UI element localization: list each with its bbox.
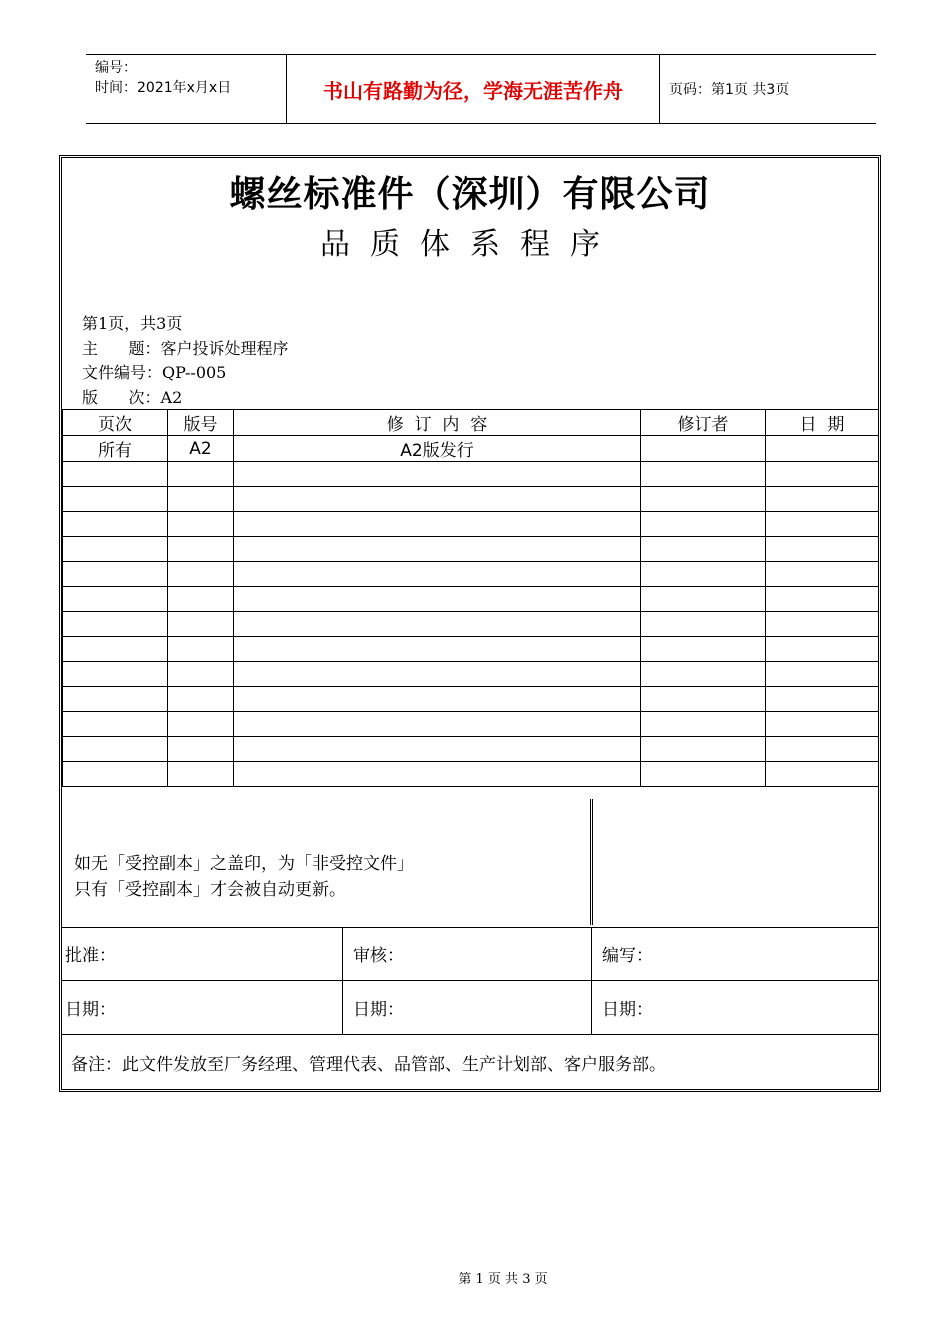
doc-no-label: 编号： (95, 60, 137, 76)
page-header (86, 54, 876, 124)
col-header-reviser: 修订者 (641, 410, 766, 436)
table-cell (641, 512, 766, 537)
table-cell (168, 612, 234, 637)
table-cell (766, 737, 879, 762)
revision-table-header (63, 410, 879, 436)
table-cell (168, 712, 234, 737)
header-doc-info (86, 55, 287, 123)
table-cell (168, 562, 234, 587)
signoff-row-dates (62, 981, 878, 1035)
table-cell (63, 612, 168, 637)
col-header-date: 日 期 (766, 410, 879, 436)
control-notice-area (62, 799, 878, 928)
table-row (63, 687, 879, 712)
table-cell (168, 487, 234, 512)
title-block (62, 158, 878, 263)
table-cell (641, 562, 766, 587)
table-cell (234, 512, 641, 537)
table-cell (766, 462, 879, 487)
table-cell (641, 712, 766, 737)
table-cell (766, 537, 879, 562)
table-row (63, 562, 879, 587)
table-cell (234, 487, 641, 512)
table-cell (766, 436, 879, 462)
table-row (63, 662, 879, 687)
table-row (63, 537, 879, 562)
document-frame (59, 155, 881, 1092)
author-label: 编写： (602, 946, 653, 966)
table-row (63, 712, 879, 737)
revision-table (62, 409, 879, 787)
table-cell (641, 537, 766, 562)
table-cell (641, 612, 766, 637)
table-row (63, 487, 879, 512)
table-cell (766, 512, 879, 537)
table-cell (234, 462, 641, 487)
notice-line-2: 只有「受控副本」才会被自动更新。 (74, 880, 346, 900)
col-header-content: 修 订 内 容 (234, 410, 641, 436)
table-cell (641, 762, 766, 787)
table-cell: A2版发行 (234, 436, 641, 462)
notice-line-1: 如无「受控副本」之盖印，为「非受控文件」 (74, 854, 414, 874)
table-row (63, 762, 879, 787)
table-cell (234, 712, 641, 737)
table-cell (168, 737, 234, 762)
table-cell (641, 462, 766, 487)
table-row (63, 737, 879, 762)
table-cell (168, 762, 234, 787)
table-cell (168, 512, 234, 537)
table-cell (63, 712, 168, 737)
table-cell (766, 762, 879, 787)
table-cell (168, 637, 234, 662)
table-cell (63, 487, 168, 512)
table-cell (168, 587, 234, 612)
header-page-info: 页码：第1页 共3页 (669, 82, 790, 98)
table-cell (641, 687, 766, 712)
meta-subject: 主 题：客户投诉处理程序 (82, 338, 289, 358)
table-row (63, 512, 879, 537)
header-motto: 书山有路勤为径，学海无涯苦作舟 (287, 55, 660, 123)
time-line: 时间：2021年x月x日 (95, 80, 232, 96)
table-cell (234, 687, 641, 712)
table-cell (234, 587, 641, 612)
table-cell (63, 462, 168, 487)
table-cell (234, 612, 641, 637)
table-cell (63, 662, 168, 687)
table-cell (168, 537, 234, 562)
company-name: 螺丝标准件（深圳）有限公司 (229, 174, 711, 215)
distribution-remark: 备注：此文件发放至厂务经理、管理代表、品管部、生产计划部、客户服务部。 (71, 1054, 666, 1075)
table-cell (234, 537, 641, 562)
col-header-page: 页次 (63, 410, 168, 436)
col-header-version: 版号 (168, 410, 234, 436)
table-cell (63, 587, 168, 612)
document-meta (82, 312, 289, 410)
table-cell (766, 637, 879, 662)
review-label: 审核： (343, 927, 592, 980)
table-cell (63, 687, 168, 712)
control-notice-box (62, 799, 593, 925)
approve-date-label: 日期： (62, 981, 343, 1034)
table-cell (168, 687, 234, 712)
table-cell (766, 687, 879, 712)
table-cell (234, 637, 641, 662)
table-row (63, 612, 879, 637)
table-cell (641, 637, 766, 662)
table-cell (766, 662, 879, 687)
table-cell (766, 487, 879, 512)
table-row (63, 637, 879, 662)
table-cell (63, 537, 168, 562)
table-cell (168, 462, 234, 487)
table-row (63, 462, 879, 487)
table-cell (641, 587, 766, 612)
document-subtitle: 品质体系程序 (320, 227, 620, 262)
table-cell (63, 637, 168, 662)
table-cell (766, 562, 879, 587)
signoff-row-names (62, 927, 878, 981)
table-cell (63, 562, 168, 587)
table-cell (234, 562, 641, 587)
table-cell: A2 (168, 436, 234, 462)
table-cell (766, 587, 879, 612)
table-cell (234, 762, 641, 787)
table-row (63, 587, 879, 612)
table-cell: 所有 (63, 436, 168, 462)
meta-version: 版 次：A2 (82, 387, 183, 407)
control-notice-text (74, 851, 414, 903)
meta-doc-number: 文件编号：QP--005 (82, 363, 227, 382)
page-footer: 第 1 页 共 3 页 (458, 1272, 548, 1287)
table-cell (641, 487, 766, 512)
approve-label: 批准： (62, 927, 343, 980)
table-cell (234, 737, 641, 762)
table-row (63, 436, 879, 462)
table-cell (168, 662, 234, 687)
meta-page: 第1页，共3页 (82, 314, 183, 333)
table-cell (641, 737, 766, 762)
table-cell (234, 662, 641, 687)
table-cell (766, 712, 879, 737)
table-cell (641, 662, 766, 687)
table-cell (63, 762, 168, 787)
review-date-label: 日期： (343, 981, 592, 1034)
author-date-label: 日期： (602, 1000, 653, 1020)
table-cell (63, 512, 168, 537)
table-cell (63, 737, 168, 762)
table-cell (766, 612, 879, 637)
table-cell (641, 436, 766, 462)
